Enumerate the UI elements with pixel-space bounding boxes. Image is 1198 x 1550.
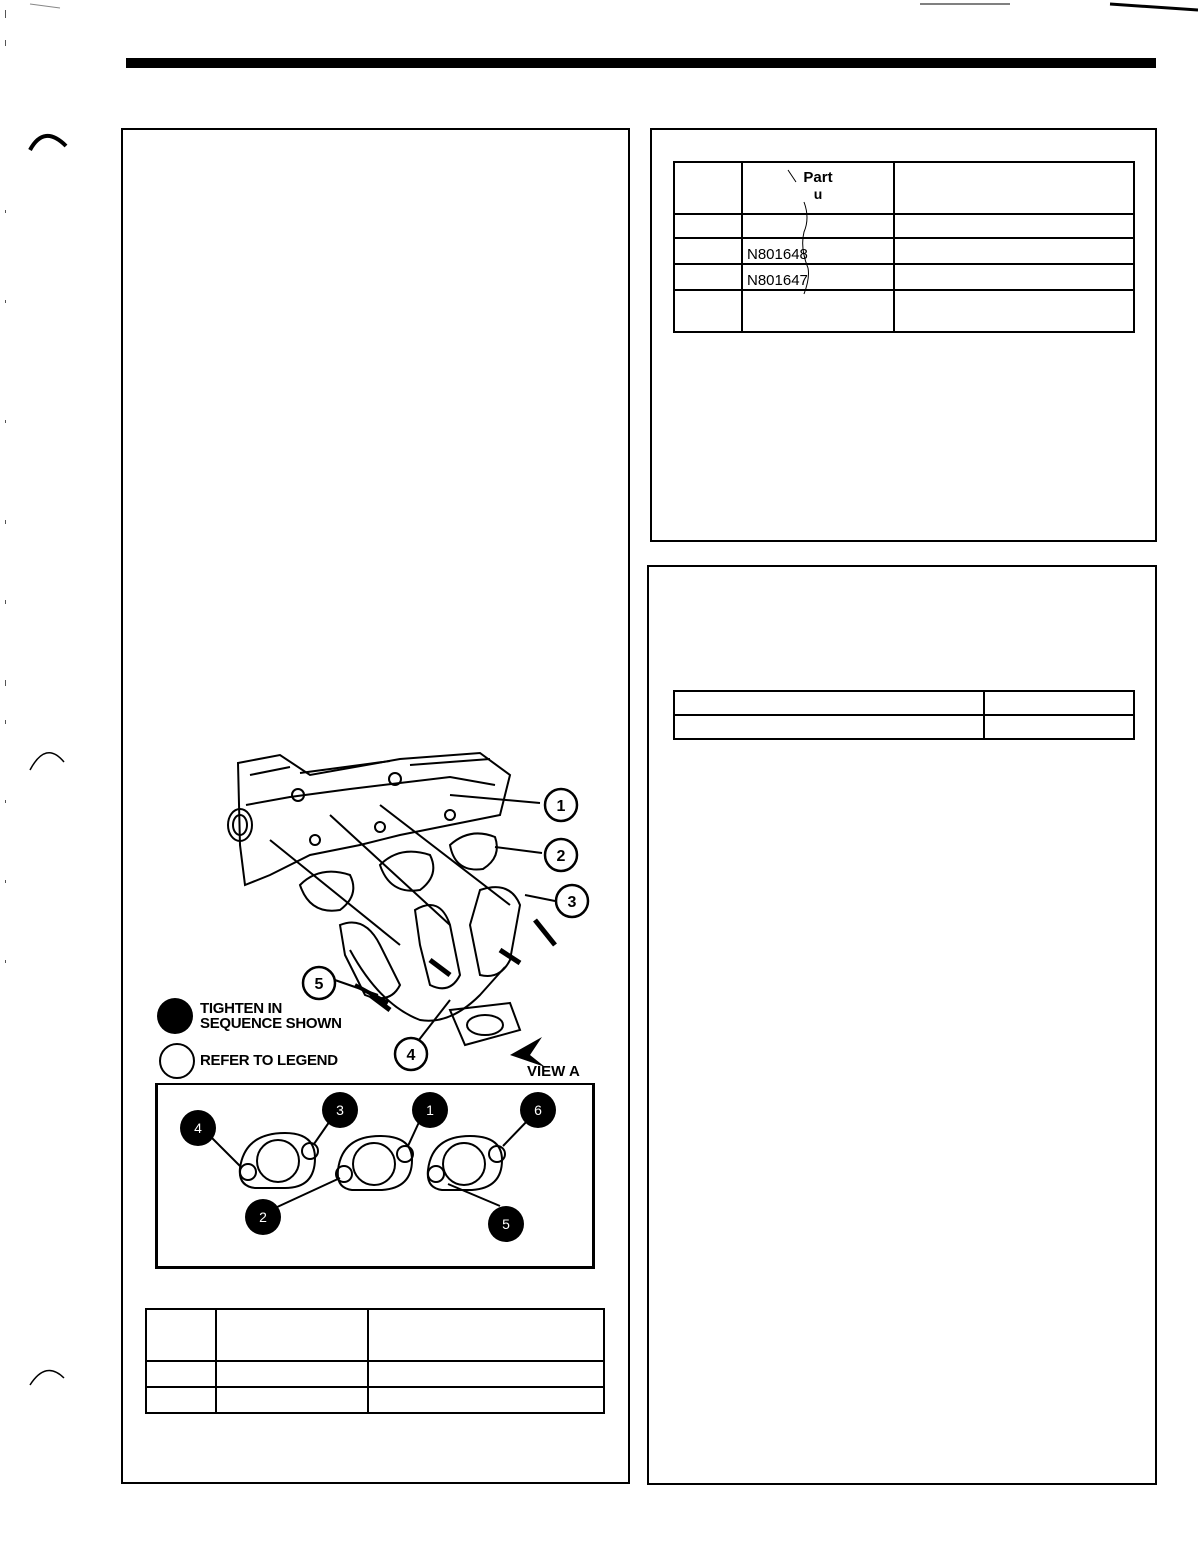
- seq-5: 5: [502, 1216, 510, 1232]
- refer-label: REFER TO LEGEND: [200, 1052, 338, 1069]
- table-row: [674, 264, 1134, 290]
- scan-corner-marks: [0, 0, 1198, 20]
- table-cell: [368, 1361, 604, 1387]
- binding-arc-marks: [20, 120, 80, 700]
- table-cell: [894, 290, 1134, 332]
- callout-1: [543, 787, 579, 823]
- parts-table: [673, 161, 1135, 333]
- tighten-label-line2: SEQUENCE SHOWN: [200, 1015, 342, 1032]
- table-cell: [216, 1387, 368, 1413]
- table-row: [674, 290, 1134, 332]
- callout-2-label: 2: [556, 848, 566, 865]
- table-cell: [674, 214, 742, 238]
- callout-5: [301, 965, 337, 1001]
- table-cell: [674, 691, 984, 715]
- seq-3: 3: [336, 1102, 344, 1118]
- refer-legend-icon: [159, 1043, 195, 1079]
- table-cell: [674, 264, 742, 290]
- callout-3: [554, 883, 590, 919]
- table-cell: [674, 238, 742, 264]
- callout-2: [543, 837, 579, 873]
- right-spec-table: [673, 690, 1135, 740]
- view-a-label: VIEW A: [527, 1063, 580, 1080]
- table-cell: [984, 715, 1134, 739]
- seq-1: 1: [426, 1102, 434, 1118]
- callout-5-label: 5: [314, 976, 324, 993]
- sequence-diagram: [160, 1088, 590, 1264]
- table-cell: [216, 1309, 368, 1361]
- table-cell: [146, 1309, 216, 1361]
- table-cell: [894, 238, 1134, 264]
- callout-1-label: 1: [556, 798, 566, 815]
- table-cell: [146, 1387, 216, 1413]
- callout-4-label: 4: [406, 1047, 416, 1064]
- table-cell: [674, 715, 984, 739]
- table-cell: [216, 1361, 368, 1387]
- table-cell: [146, 1361, 216, 1387]
- table-header-part-label: Part: [803, 169, 833, 186]
- tighten-sequence-icon: [157, 998, 193, 1034]
- table-cell: [984, 691, 1134, 715]
- table-header-item: [674, 162, 742, 214]
- table-cell: [674, 290, 742, 332]
- scan-pen-stroke: [780, 168, 820, 308]
- callout-4: [393, 1036, 429, 1072]
- exhaust-manifold-illustration: [150, 745, 600, 1085]
- table-row: [674, 214, 1134, 238]
- table-header-part-suffix: u: [813, 186, 823, 202]
- table-header-desc: [894, 162, 1134, 214]
- header-rule: [126, 58, 1156, 68]
- table-row: [674, 238, 1134, 264]
- seq-6: 6: [534, 1102, 542, 1118]
- table-cell: [894, 264, 1134, 290]
- callout-3-label: 3: [567, 894, 577, 911]
- tighten-label-line1: TIGHTEN IN: [200, 1000, 282, 1017]
- scan-margin-marks: [2, 0, 10, 1100]
- left-torque-table: [145, 1308, 605, 1414]
- table-cell: [368, 1387, 604, 1413]
- table-cell: [368, 1309, 604, 1361]
- seq-4: 4: [194, 1120, 202, 1136]
- table-cell: [894, 214, 1134, 238]
- table-cell: N801648: [742, 238, 894, 264]
- table-cell: N801647: [742, 264, 894, 290]
- binding-arc-marks-lower: [20, 740, 80, 1400]
- seq-2: 2: [259, 1209, 267, 1225]
